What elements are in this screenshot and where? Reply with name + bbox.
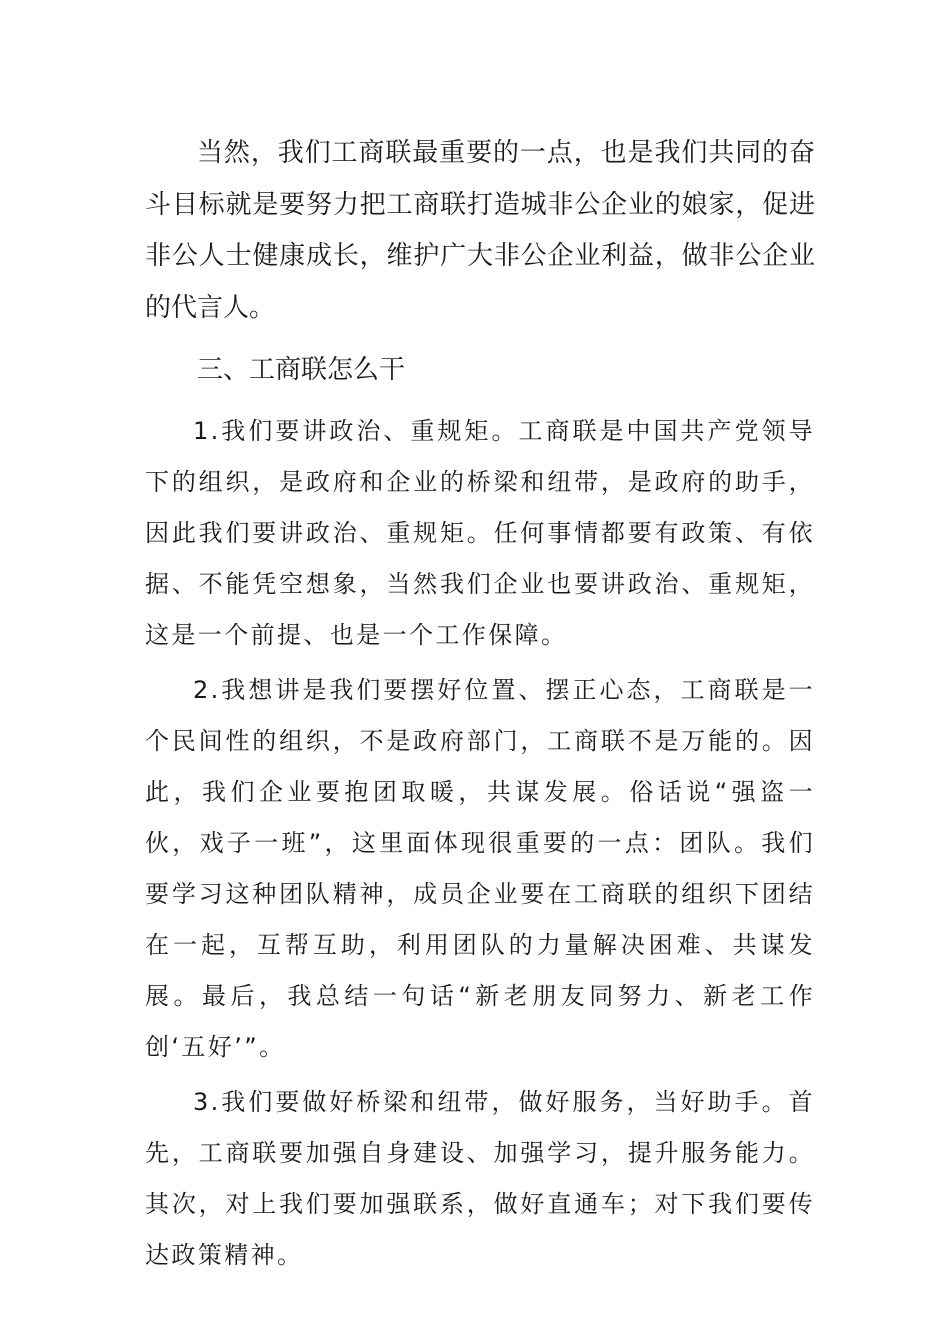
paragraph-point-1: 1.我们要讲政治、重规矩。工商联是中国共产党领导下的组织，是政府和企业的桥梁和纽带，是政府的助手，因此我们要讲政治、重规矩。任何事情都要有政策、有依据、不能凭空想象，当然我们企业也要讲政治、重规矩，这是一个前提、也是一个工作保障。 [145,417,815,649]
paragraph-point-2: 2.我想讲是我们要摆好位置、摆正心态，工商联是一个民间性的组织，不是政府部门，工商联不是万能的。因此，我们企业要抱团取暖，共谋发展。俗话说“强盗一伙，戏子一班”，这里面体现很重要的一点：团队。我们要学习这种团队精神，成员企业要在工商联的组织下团结在一起，互帮互助，利用团队的力量解决困难、共谋发展。最后，我总结一句话“新老朋友同努力、新老工作创‘五好’”。 [145,676,815,1061]
paragraph-point-3: 3.我们要做好桥梁和纽带，做好服务，当好助手。首先，工商联要加强自身建设、加强学习，提升服务能力。其次，对上我们要加强联系，做好直通车；对下我们要传达政策精神。 [145,1088,815,1269]
document-body [145,128,815,1285]
paragraph-goal: 当然，我们工商联最重要的一点，也是我们共同的奋斗目标就是要努力把工商联打造城非公企业的娘家，促进非公人士健康成长，维护广大非公企业利益，做非公企业的代言人。 [145,138,815,323]
section-heading: 三、工商联怎么干 [197,355,406,385]
